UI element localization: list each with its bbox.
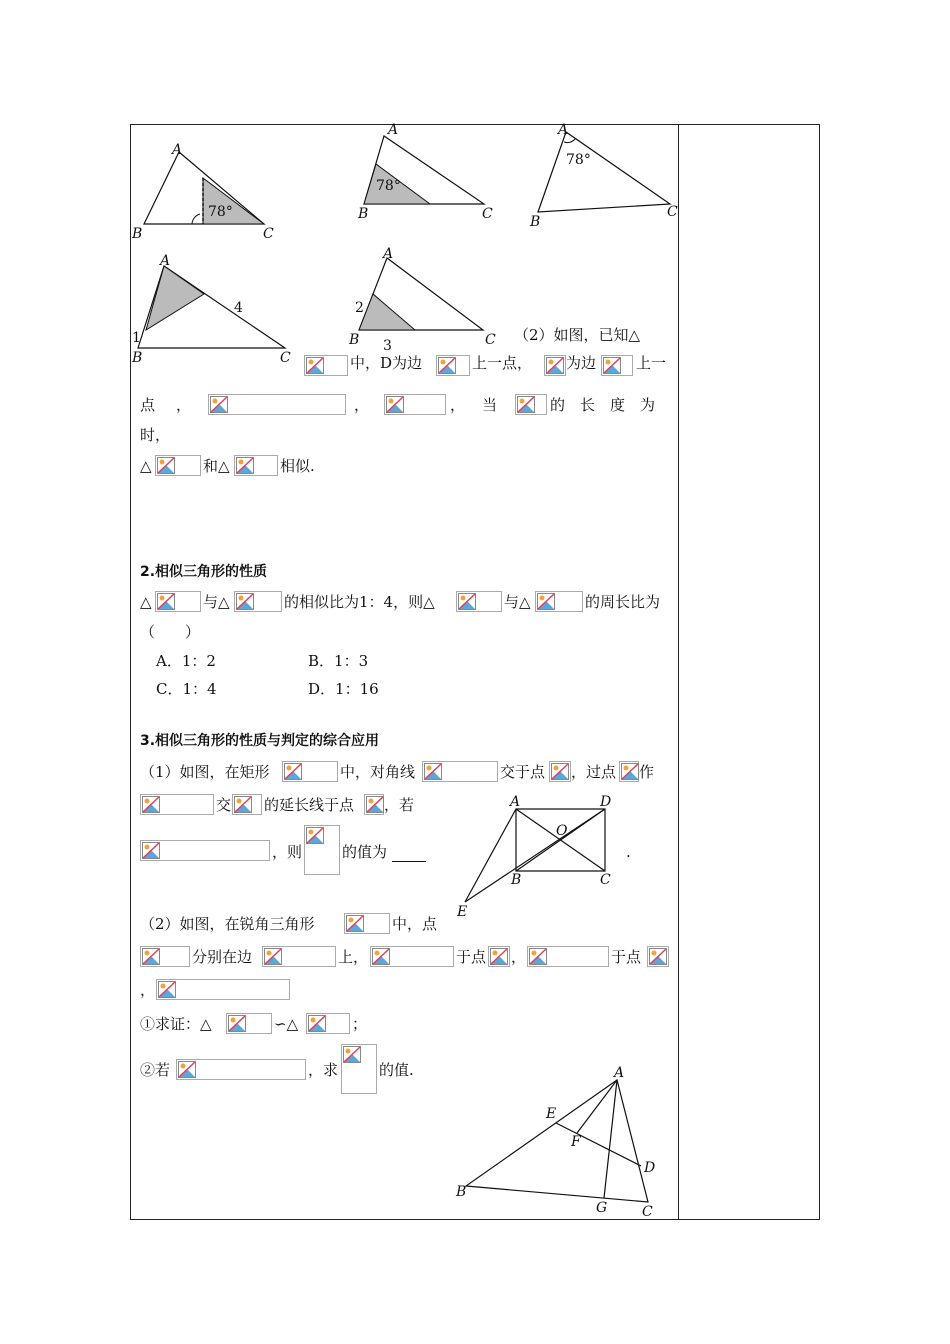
vertex-label-b: B (456, 1184, 467, 1200)
image-icon (234, 796, 252, 813)
formula-placeholder (208, 394, 346, 415)
image-icon (386, 396, 404, 413)
formula-placeholder (601, 355, 633, 376)
image-icon (649, 948, 667, 965)
q1-2-text-k: 时， (140, 426, 171, 444)
formula-placeholder (306, 1013, 350, 1034)
triangle-figure-3 (520, 120, 690, 230)
option-b: B．1：3 (308, 652, 369, 670)
image-icon (157, 457, 175, 474)
s3-p2-f: ， (511, 948, 527, 966)
image-icon (366, 796, 384, 813)
triangle-figure-1 (130, 140, 290, 250)
vertex-label-a: A (510, 794, 521, 810)
vertex-label-c: C (482, 206, 493, 222)
s3-p1-c: 交于点 (500, 763, 546, 781)
image-icon (306, 357, 324, 374)
s3-p1-g: 的延长线于点 (264, 796, 355, 814)
formula-placeholder (140, 794, 214, 815)
side-label-1: 1 (132, 330, 141, 346)
triangle-figure-4 (130, 250, 300, 370)
s3-p2-j: ∽△ (274, 1015, 299, 1033)
s3-p2-m: ，求 (308, 1061, 339, 1079)
image-icon (537, 593, 555, 610)
image-icon (142, 842, 160, 859)
formula-placeholder (456, 591, 502, 612)
image-icon (517, 396, 535, 413)
formula-placeholder (232, 794, 262, 815)
column-divider (678, 124, 679, 1220)
formula-placeholder (436, 355, 470, 376)
image-icon (490, 948, 508, 965)
formula-placeholder (344, 913, 390, 934)
formula-placeholder (156, 979, 290, 1000)
angle-label: 78° (208, 204, 233, 220)
image-icon (603, 357, 621, 374)
point-label-d: D (644, 1160, 656, 1176)
formula-placeholder (140, 840, 270, 861)
formula-placeholder (226, 1013, 272, 1034)
vertex-label-a: A (614, 1065, 625, 1081)
formula-placeholder (515, 394, 547, 415)
s3-p1-h: ，若 (384, 796, 415, 814)
vertex-label-a: A (160, 253, 171, 269)
side-label-4: 4 (234, 300, 243, 316)
option-d: D．1：16 (308, 680, 379, 698)
formula-placeholder (384, 394, 446, 415)
acute-triangle-figure (450, 1062, 670, 1222)
image-icon (228, 1015, 246, 1032)
formula-placeholder (535, 591, 583, 612)
q1-2-text-i: 当 (482, 396, 498, 414)
q1-2-text-j: 的 长 度 为 (550, 396, 656, 414)
image-icon (343, 1046, 361, 1063)
image-icon (158, 981, 176, 998)
section-2-heading: 2.相似三角形的性质 (140, 564, 268, 580)
image-icon (529, 948, 547, 965)
image-icon (236, 457, 254, 474)
answer-blank[interactable] (392, 842, 426, 862)
side-label-3: 3 (383, 338, 392, 354)
vertex-label-b: B (530, 214, 541, 230)
q1-2-text-b: 上一点， (472, 354, 533, 372)
vertex-label-e: E (457, 904, 468, 920)
s3-p2-k: ； (352, 1015, 368, 1033)
point-label-g: G (596, 1200, 608, 1216)
formula-placeholder (304, 355, 348, 376)
vertex-label-c: C (263, 226, 274, 242)
s3-p2-i: ①求证：△ (140, 1015, 212, 1033)
image-icon (178, 1061, 196, 1078)
rectangle-figure (455, 790, 625, 920)
vertex-label-b: B (132, 226, 143, 242)
side-label-2: 2 (355, 300, 364, 316)
formula-placeholder (140, 946, 190, 967)
formula-placeholder (176, 1059, 306, 1080)
formula-placeholder (370, 946, 454, 967)
point-label-f: F (571, 1134, 581, 1150)
fraction-placeholder (341, 1044, 377, 1094)
image-icon (308, 1015, 326, 1032)
image-icon (142, 948, 160, 965)
q1-2-text-a: 中，D为边 (350, 354, 423, 372)
section-3-heading: 3.相似三角形的性质与判定的综合应用 (140, 733, 380, 749)
vertex-label-c: C (600, 872, 611, 888)
s2-stem-d: 与△ (504, 593, 531, 611)
formula-placeholder (549, 761, 571, 782)
formula-placeholder (422, 761, 498, 782)
formula-placeholder (544, 355, 566, 376)
q1-2-text-e: 点 (140, 396, 156, 414)
point-label-e: E (546, 1106, 557, 1122)
formula-placeholder (527, 946, 609, 967)
q1-2-text-c: 为边 (566, 354, 597, 372)
image-icon (264, 948, 282, 965)
q1-2-text-h: ， (450, 396, 466, 414)
vertex-label-c: C (280, 350, 291, 366)
s3-p1-i: ，则 (272, 843, 303, 861)
image-icon (346, 915, 364, 932)
image-icon (306, 827, 324, 844)
s3-p1-f: 交 (216, 796, 232, 814)
image-icon (424, 763, 442, 780)
formula-placeholder (282, 761, 338, 782)
s3-p2-a: （2）如图，在锐角三角形 (140, 915, 315, 933)
vertex-label-o: O (556, 823, 568, 839)
vertex-label-b: B (349, 332, 360, 348)
formula-placeholder (364, 794, 384, 815)
formula-placeholder (647, 946, 669, 967)
s3-p1-k: . (626, 843, 631, 861)
option-c: C．1：4 (156, 680, 217, 698)
image-icon (236, 593, 254, 610)
s3-p2-d: 上， (338, 948, 369, 966)
image-icon (142, 796, 160, 813)
vertex-label-d: D (600, 794, 612, 810)
s3-p1-a: （1）如图，在矩形 (140, 763, 270, 781)
q1-2-prefix: （2）如图，已知△ (514, 326, 641, 344)
q1-2-text-d: 上一 (636, 354, 667, 372)
angle-label: 78° (566, 152, 591, 168)
image-icon (210, 396, 228, 413)
triangle-figure-2 (350, 120, 510, 230)
s3-p2-c: 分别在边 (192, 948, 253, 966)
s3-p1-j: 的值为 (342, 843, 388, 861)
formula-placeholder (234, 591, 282, 612)
image-icon (621, 763, 639, 780)
formula-placeholder (155, 455, 201, 476)
vertex-label-a: A (172, 142, 183, 158)
s3-p2-l: ②若 (140, 1061, 171, 1079)
image-icon (551, 763, 569, 780)
vertex-label-b: B (511, 872, 522, 888)
q1-2-text-l: △ (140, 457, 152, 475)
option-a: A．1：2 (156, 652, 216, 670)
s3-p2-b: 中，点 (392, 915, 438, 933)
vertex-label-b: B (132, 350, 143, 366)
s3-p1-b: 中，对角线 (340, 763, 416, 781)
angle-label: 78° (376, 178, 401, 194)
vertex-label-c: C (642, 1204, 653, 1220)
formula-placeholder (488, 946, 510, 967)
q1-2-text-m: 和△ (203, 457, 230, 475)
q1-2-text-f: ， (176, 396, 192, 414)
s3-p1-d: ，过点 (571, 763, 617, 781)
vertex-label-c: C (667, 204, 678, 220)
image-icon (284, 763, 302, 780)
image-icon (458, 593, 476, 610)
s2-stem-c: 的相似比为1：4，则△ (284, 593, 435, 611)
s3-p2-n: 的值. (379, 1061, 414, 1079)
image-icon (546, 357, 564, 374)
vertex-label-a: A (558, 122, 569, 138)
s3-p2-g: 于点 (611, 948, 642, 966)
s3-p2-h: ， (140, 981, 156, 999)
s3-p1-e: 作 (639, 763, 655, 781)
image-icon (438, 357, 456, 374)
s2-stem-e: 的周长比为 (585, 593, 661, 611)
formula-placeholder (262, 946, 336, 967)
s2-stem-a: △ (140, 593, 152, 611)
formula-placeholder (619, 761, 639, 782)
s3-p2-e: 于点 (456, 948, 487, 966)
answer-paren: （ ） (140, 623, 201, 641)
q1-2-text-n: 相似. (280, 457, 315, 475)
vertex-label-c: C (485, 332, 496, 348)
s2-stem-b: 与△ (203, 593, 230, 611)
vertex-label-a: A (383, 246, 394, 262)
fraction-placeholder (304, 825, 340, 875)
image-icon (157, 593, 175, 610)
q1-2-text-g: ， (354, 396, 370, 414)
image-icon (372, 948, 390, 965)
triangle-figure-5 (345, 244, 505, 354)
vertex-label-a: A (388, 122, 399, 138)
vertex-label-b: B (358, 206, 369, 222)
formula-placeholder (155, 591, 201, 612)
formula-placeholder (234, 455, 278, 476)
